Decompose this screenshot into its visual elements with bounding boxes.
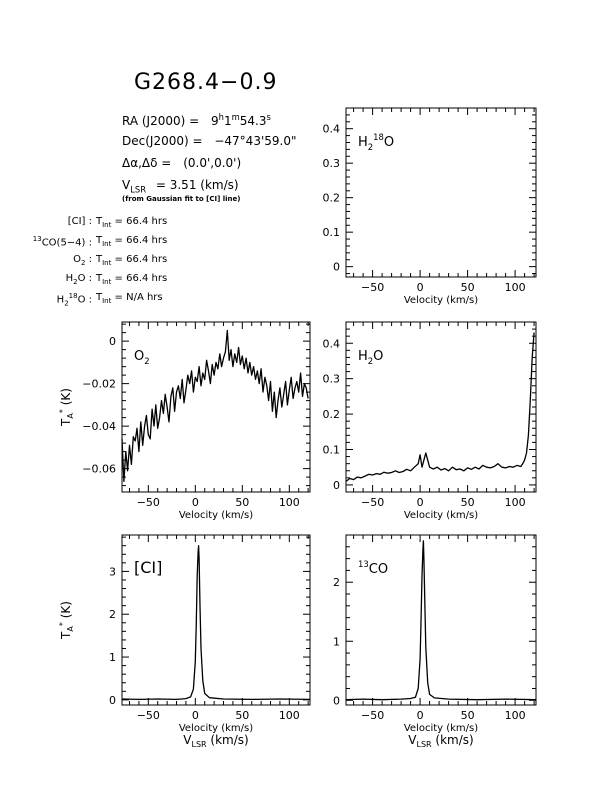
tint-value: $T_{Int} = 66.4$ hrs — [96, 254, 168, 267]
y-tick-label: 0 — [109, 693, 116, 707]
vlsr-label: $V_{LSR}$ — [122, 178, 147, 195]
dec-value: −47°43'59.0" — [214, 134, 297, 148]
tint-value: $T_{Int} = 66.4$ hrs — [96, 273, 168, 286]
tint-species: $H_2^{18}O$ : — [56, 292, 92, 308]
x-tick-label: −50 — [360, 496, 385, 509]
x-tick-label: −50 — [136, 496, 160, 509]
vlsr-note: (from Gaussian fit to [CI] line) — [122, 195, 241, 203]
y-tick-label: 0 — [333, 694, 340, 708]
tint-species: $O_2$ : — [73, 254, 92, 267]
panel-title: [CI] — [134, 558, 163, 577]
y-tick-label: 0.3 — [322, 372, 340, 386]
x-axis-label-vlsr: $V_{LSR}$ (km/s) — [408, 733, 474, 749]
x-axis-label: Velocity (km/s) — [403, 295, 479, 306]
x-tick-label: 100 — [278, 709, 300, 722]
panel-h2o — [323, 322, 537, 521]
tint-species: $^{13}$CO(5−4) : — [32, 235, 92, 249]
y-tick-label: 2 — [109, 608, 116, 622]
y-tick-label: 0.4 — [322, 337, 340, 351]
y-tick-label: 0.1 — [322, 226, 340, 240]
x-tick-label: 50 — [460, 709, 475, 722]
x-tick-label: 100 — [278, 496, 300, 509]
x-tick-label: 100 — [504, 281, 526, 294]
x-tick-label: 50 — [460, 281, 475, 294]
y-tick-label: 1 — [333, 635, 340, 649]
x-tick-label: 100 — [504, 709, 526, 722]
y-tick-label: 0.3 — [322, 157, 340, 171]
y-tick-label: 0.2 — [322, 191, 340, 205]
tint-species: [CI] : — [67, 216, 92, 227]
figure-title: G268.4−0.9 — [134, 70, 278, 95]
x-tick-label: 0 — [191, 496, 199, 509]
tint-value: $T_{Int} = 66.4$ hrs — [96, 235, 168, 248]
x-axis-label-vlsr: $V_{LSR}$ (km/s) — [183, 733, 249, 749]
x-tick-label: 0 — [191, 709, 199, 722]
x-tick-label: 0 — [416, 496, 424, 509]
panel-title: $H_2^{18}O$ — [358, 132, 395, 152]
y-tick-label: −0.06 — [82, 462, 116, 476]
plot-frame — [346, 535, 536, 705]
plot-frame — [346, 322, 536, 492]
x-tick-label: −50 — [360, 709, 385, 722]
y-tick-label: 1 — [109, 651, 116, 665]
panel-title: $H_2O$ — [358, 349, 384, 366]
panel-o2 — [58, 322, 310, 521]
y-tick-label: −0.02 — [82, 377, 116, 391]
y-axis-label: $T_A^*$ (K) — [58, 601, 75, 639]
ra-value: 9$^h$1$^m$54.3$^s$ — [211, 112, 271, 128]
x-axis-label: Velocity (km/s) — [403, 723, 479, 734]
y-tick-label: 0 — [333, 478, 340, 492]
y-tick-label: 0 — [109, 335, 116, 349]
panel-ci — [58, 535, 310, 749]
x-axis-label: Velocity (km/s) — [403, 510, 479, 521]
x-tick-label: 50 — [235, 709, 250, 722]
y-tick-label: 0 — [333, 260, 340, 274]
spectrum-line-o2 — [122, 331, 308, 482]
y-tick-label: 0.2 — [322, 408, 340, 422]
x-tick-label: 50 — [460, 496, 475, 509]
x-tick-label: −50 — [360, 281, 385, 294]
offset-value: (0.0',0.0') — [183, 156, 242, 170]
vlsr-value: = 3.51 (km/s) — [155, 178, 239, 192]
x-tick-label: −50 — [136, 709, 160, 722]
panel-title: $O_2$ — [134, 349, 150, 366]
ra-label: RA (J2000) = — [122, 114, 200, 128]
panel-h218o — [323, 108, 537, 306]
dec-label: Dec(J2000) = — [122, 134, 203, 148]
tint-species: $H_2O$ : — [65, 273, 92, 286]
tint-value: $T_{Int} = N/A$ hrs — [96, 292, 163, 305]
y-axis-label: $T_A^*$ (K) — [58, 388, 75, 426]
x-tick-label: 0 — [416, 709, 424, 722]
panel-title: $^{13}$CO — [358, 559, 389, 577]
y-tick-label: 0.1 — [322, 443, 340, 457]
x-tick-label: 50 — [235, 496, 250, 509]
x-tick-label: 100 — [504, 496, 526, 509]
y-tick-label: −0.04 — [82, 420, 116, 434]
y-tick-label: 3 — [109, 565, 116, 579]
y-tick-label: 0.4 — [322, 122, 340, 136]
x-axis-label: Velocity (km/s) — [178, 723, 254, 734]
y-tick-label: 2 — [333, 576, 340, 590]
x-tick-label: 0 — [416, 281, 424, 294]
panel-13co — [333, 535, 536, 749]
x-axis-label: Velocity (km/s) — [178, 510, 254, 521]
tint-value: $T_{Int} = 66.4$ hrs — [96, 216, 168, 229]
offset-label: Δα,Δδ = — [122, 156, 172, 170]
